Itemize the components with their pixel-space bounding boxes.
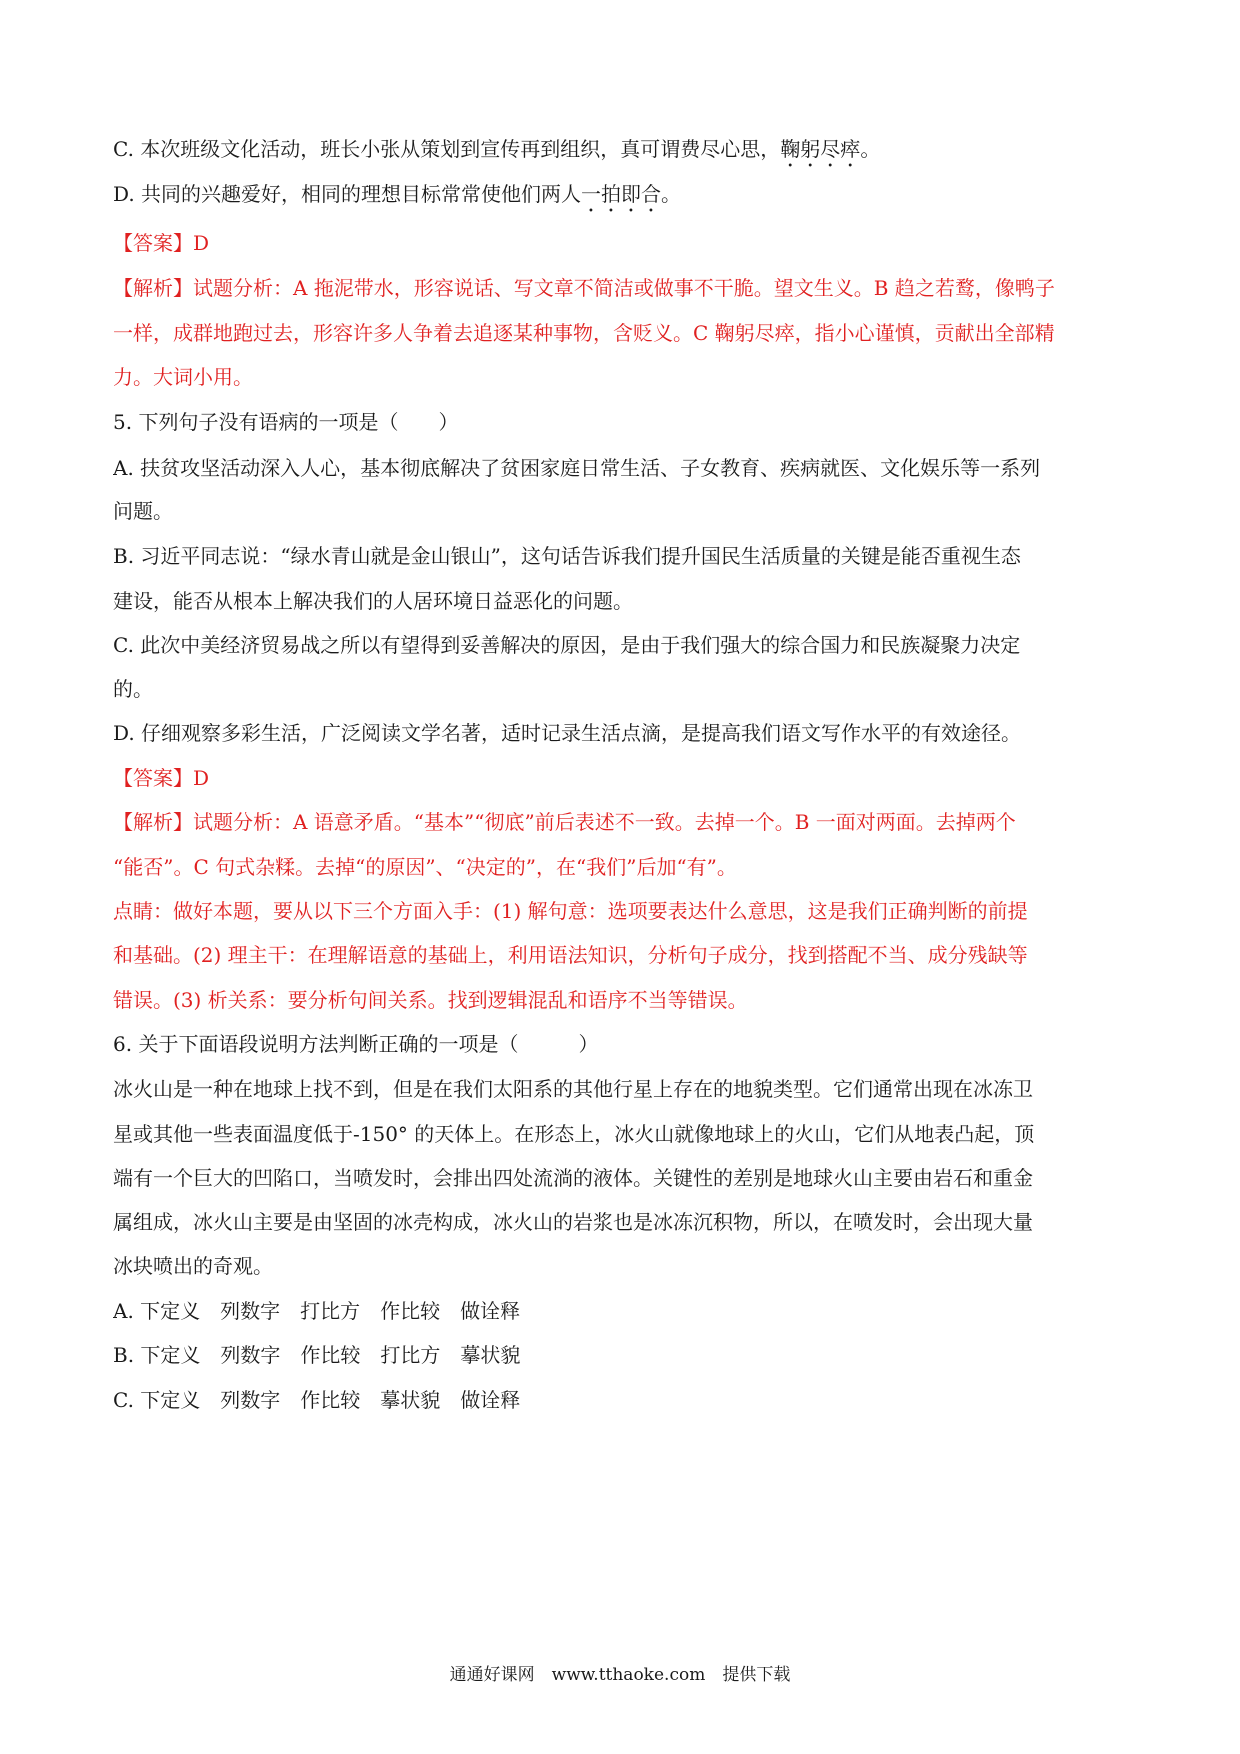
q5-option-a: A. 扶贫攻坚活动深入人心，基本彻底解决了贫困家庭日常生活、子女教育、疾病就医、文化娱乐等一系列 (113, 456, 1041, 480)
q5-tip-line: 点睛：做好本题，要从以下三个方面入手：(1) 解句意：选项要表达什么意思，这是我们正确判断的前提 (113, 899, 1028, 923)
q6-option-a: A. 下定义 列数字 打比方 作比较 做诠释 (113, 1299, 521, 1323)
q4-option-c-emphasis: 鞠躬尽瘁 (780, 137, 861, 161)
q5-tip-line: 错误。(3) 析关系：要分析句间关系。找到逻辑混乱和语序不当等错误。 (113, 988, 748, 1012)
q4-analysis-line: 力。大词小用。 (113, 365, 253, 389)
q6-stem: 6. 关于下面语段说明方法判断正确的一项是（ ） (113, 1032, 599, 1056)
q5-option-a-cont: 问题。 (113, 499, 173, 523)
q5-option-c: C. 此次中美经济贸易战之所以有望得到妥善解决的原因，是由于我们强大的综合国力和民族凝聚力决定 (113, 633, 1021, 657)
q4-option-c (113, 136, 1133, 172)
q6-passage-line: 星或其他一些表面温度低于-150° 的天体上。在形态上，冰火山就像地球上的火山，它们从地表凸起，顶 (113, 1122, 1035, 1146)
q5-option-d: D. 仔细观察多彩生活，广泛阅读文学名著，适时记录生活点滴，是提高我们语文写作水平的有效途径。 (113, 721, 1022, 745)
q4-analysis-line: 一样，成群地跑过去，形容许多人争着去追逐某种事物，含贬义。C 鞠躬尽瘁，指小心谨慎，贡献出全部精 (113, 321, 1055, 345)
q4-option-c-end: 。 (860, 137, 881, 161)
q6-option-c: C. 下定义 列数字 作比较 摹状貌 做诠释 (113, 1388, 521, 1412)
q5-tip-line: 和基础。(2) 理主干：在理解语意的基础上，利用语法知识，分析句子成分，找到搭配不当、成分残缺等 (113, 943, 1028, 967)
q5-option-b-cont: 建设，能否从根本上解决我们的人居环境日益恶化的问题。 (113, 589, 633, 613)
q4-answer: 【答案】D (113, 231, 210, 255)
q6-passage-line: 冰块喷出的奇观。 (113, 1254, 273, 1278)
q6-passage-line: 属组成，冰火山主要是由坚固的冰壳构成，冰火山的岩浆也是冰冻沉积物，所以，在喷发时，会出现大量 (113, 1210, 1033, 1234)
q6-passage-line: 冰火山是一种在地球上找不到，但是在我们太阳系的其他行星上存在的地貌类型。它们通常出现在冰冻卫 (113, 1077, 1033, 1101)
q4-option-d (113, 181, 1133, 217)
q4-option-d-end: 。 (661, 182, 682, 206)
q6-option-b: B. 下定义 列数字 作比较 打比方 摹状貌 (113, 1343, 521, 1367)
q5-option-b: B. 习近平同志说：“绿水青山就是金山银山”，这句话告诉我们提升国民生活质量的关键是能否重视生态 (113, 544, 1021, 568)
q5-analysis-line: 【解析】试题分析：A 语意矛盾。“基本”“彻底”前后表述不一致。去掉一个。B 一面对两面。去掉两个 (113, 810, 1016, 834)
q5-answer: 【答案】D (113, 766, 210, 790)
q4-analysis-line: 【解析】试题分析：A 拖泥带水，形容说话、写文章不简洁或做事不干脆。望文生义。B 趋之若鹜，像鸭子 (113, 276, 1055, 300)
q5-analysis-line: “能否”。C 句式杂糅。去掉“的原因”、“决定的”，在“我们”后加“有”。 (113, 855, 737, 879)
q4-option-c-text: C. 本次班级文化活动，班长小张从策划到宣传再到组织，真可谓费尽心思， (113, 137, 781, 161)
q4-option-d-emphasis: 一拍即合 (581, 182, 662, 206)
q5-stem: 5. 下列句子没有语病的一项是（ ） (113, 410, 459, 434)
q5-option-c-cont: 的。 (113, 677, 153, 701)
q6-passage-line: 端有一个巨大的凹陷口，当喷发时，会排出四处流淌的液体。关键性的差别是地球火山主要由岩石和重金 (113, 1166, 1033, 1190)
q4-option-d-text: D. 共同的兴趣爱好，相同的理想目标常常使他们两人 (113, 182, 582, 206)
page-footer: 通通好课网 www.tthaoke.com 提供下载 (449, 1665, 791, 1685)
